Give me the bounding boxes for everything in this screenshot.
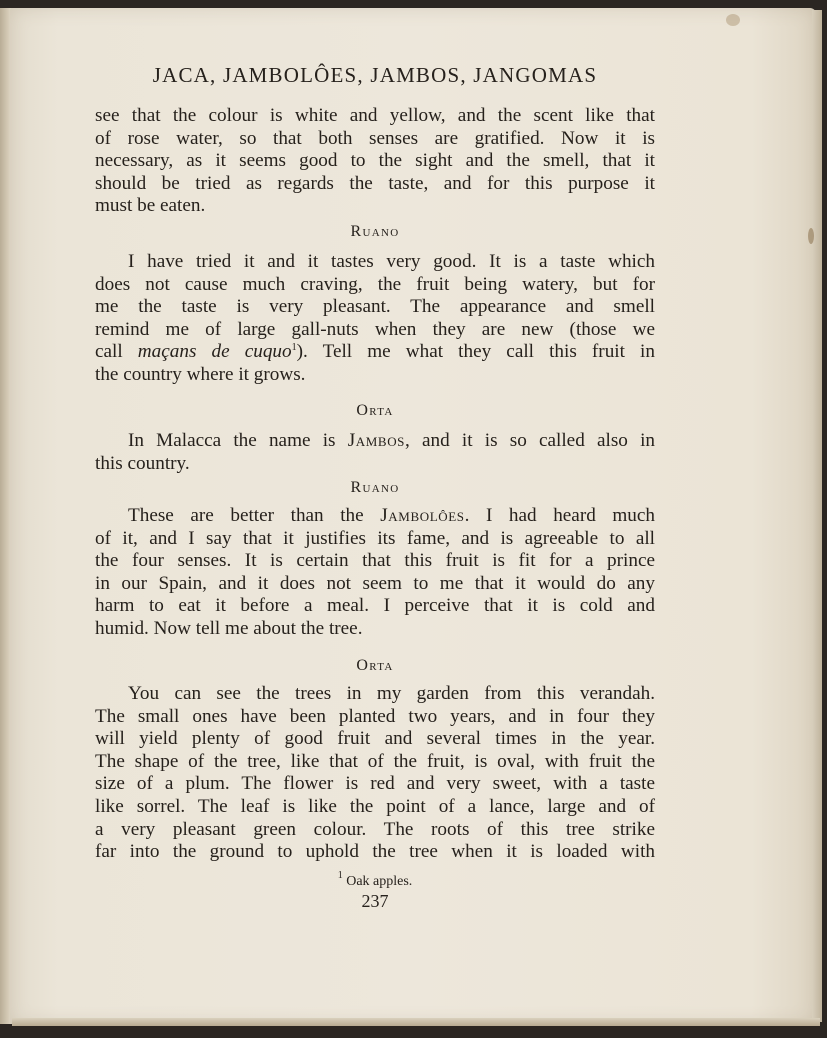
small-caps-term: Jambos [347, 430, 406, 451]
text-line: the four senses. It is certain that this fruit is fit for a prince [95, 550, 655, 572]
speaker-heading-ruano: Ruano [350, 223, 400, 240]
text-line: The small ones have been planted two years, and in four they [95, 705, 655, 727]
text-line: the country where it grows. [95, 363, 306, 385]
text-line: size of a plum. The flower is red and very sweet, with a taste [95, 773, 655, 795]
foxing-spot [726, 14, 740, 26]
text-line: You can see the trees in my garden from this verandah. [128, 683, 655, 704]
text-line: must be eaten. [95, 195, 206, 217]
bottom-page-edge [12, 1018, 820, 1026]
text-run: , and it is so called also in [405, 430, 655, 451]
text-line: humid. Now tell me about the tree. [95, 617, 363, 639]
text-run: In Malacca the name is [128, 430, 348, 451]
text-line: me the taste is very pleasant. The appearance and smell [95, 296, 655, 318]
paragraph-orta-name [95, 430, 655, 475]
text-line: this country. [95, 452, 190, 474]
speaker-heading-ruano: Ruano [350, 479, 400, 496]
text-line: of rose water, so that both senses are gratified. Now it is [95, 127, 655, 149]
text-line: like sorrel. The leaf is like the point of a lance, large and of [95, 795, 655, 817]
text-run: call [95, 341, 138, 363]
paragraph-ruano-praise [95, 505, 655, 641]
text-line: see that the colour is white and yellow, and the scent like that [95, 105, 655, 126]
footnote-marker: 1 [337, 870, 343, 881]
text-line: in our Spain, and it does not seem to me that it would do any [95, 572, 655, 594]
text-line: I have tried it and it tastes very good. It is a taste which [128, 251, 655, 272]
paragraph-orta-tree [95, 683, 655, 864]
speaker-heading-orta: Orta [356, 657, 394, 674]
text-run: . I had heard much [464, 505, 656, 526]
running-head: JACA, JAMBOLÔES, JAMBOS, JANGOMAS [152, 63, 598, 87]
text-line: will yield plenty of good fruit and several times in the year. [95, 728, 655, 750]
speaker-heading-orta: Orta [356, 402, 394, 419]
text-line: of it, and I say that it justifies its fame, and is agreeable to all [95, 527, 655, 549]
text-line: harm to eat it before a meal. I perceive that it is cold and [95, 595, 655, 617]
footnote-reference: 1 [291, 342, 297, 354]
foxing-spot [808, 228, 814, 244]
italic-term: maçans de cuquo [137, 341, 292, 363]
text-line: far into the ground to uphold the tree when it is loaded with [95, 841, 655, 863]
small-caps-term: Jambolôes [380, 505, 465, 526]
text-run: These are better than the [128, 505, 381, 526]
page-number: 237 [361, 891, 389, 911]
paragraph-ruano-taste [95, 251, 655, 387]
text-line: should be tried as regards the taste, and for this purpose it [95, 172, 655, 194]
text-line: remind me of large gall-nuts when they are new (those we [95, 318, 655, 340]
footnote [95, 870, 655, 891]
right-page-edge [812, 10, 822, 1022]
text-line [95, 505, 655, 528]
text-line: The shape of the tree, like that of the fruit, is oval, with fruit the [95, 750, 655, 772]
footnote-text: Oak apples. [346, 874, 413, 889]
text-line: does not cause much craving, the fruit being watery, but for [95, 273, 655, 295]
text-run: ). Tell me what they call this fruit in [296, 341, 655, 363]
text-line [95, 341, 655, 364]
paragraph-continuation [95, 105, 655, 218]
text-line [95, 430, 655, 453]
text-line: necessary, as it seems good to the sight and the smell, that it [95, 150, 655, 172]
text-line: a very pleasant green colour. The roots of this tree strike [95, 818, 655, 840]
